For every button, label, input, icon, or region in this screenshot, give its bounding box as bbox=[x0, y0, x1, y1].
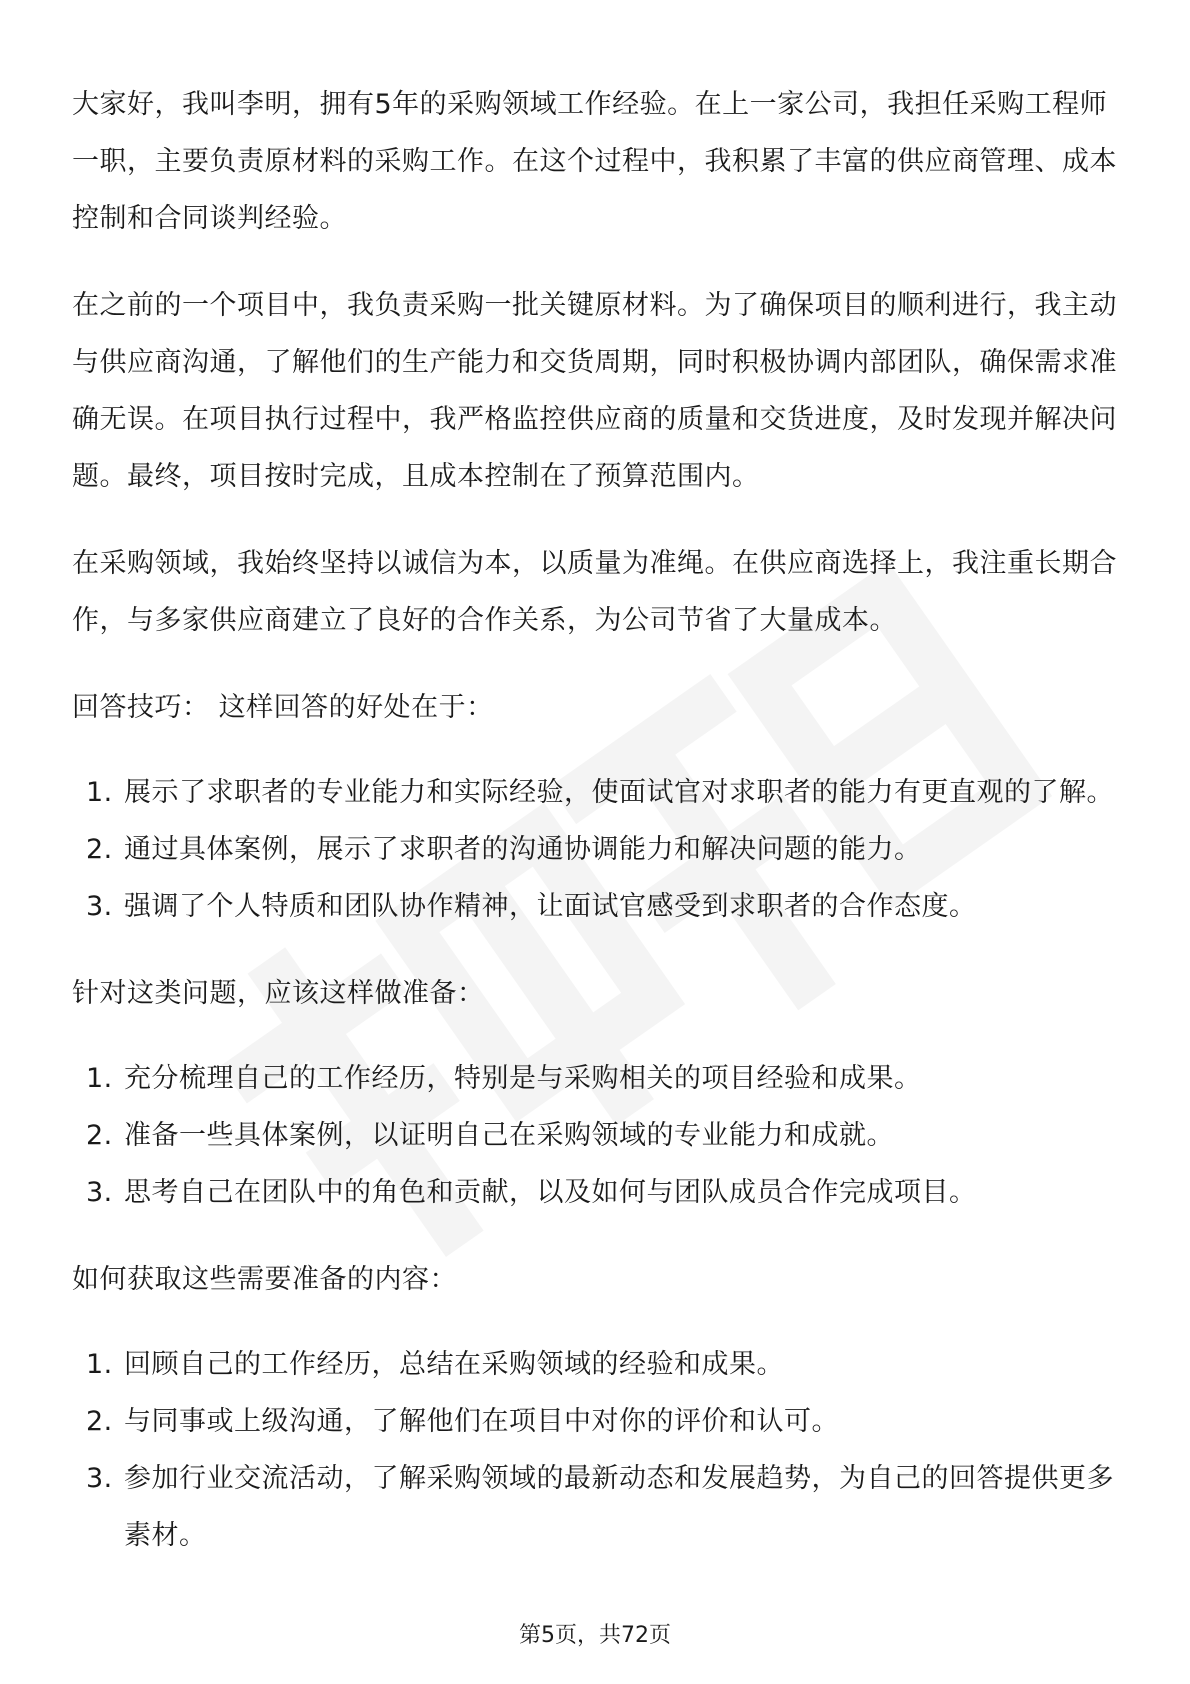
list-item-text: 与同事或上级沟通，了解他们在项目中对你的评价和认可。 bbox=[124, 1406, 839, 1437]
list-item bbox=[72, 1107, 1118, 1164]
list-item bbox=[72, 1164, 1118, 1221]
list-number: 1. bbox=[86, 1349, 113, 1380]
list-item-text: 参加行业交流活动，了解采购领域的最新动态和发展趋势，为自己的回答提供更多素材。 bbox=[124, 1463, 1114, 1551]
list-item bbox=[72, 764, 1118, 821]
sources-list bbox=[72, 1336, 1118, 1564]
list-number: 2. bbox=[86, 834, 113, 865]
list-number: 2. bbox=[86, 1120, 113, 1151]
list-number: 3. bbox=[86, 1463, 113, 1494]
list-item-text: 准备一些具体案例，以证明自己在采购领域的专业能力和成就。 bbox=[124, 1120, 894, 1151]
list-item-text: 回顾自己的工作经历，总结在采购领域的经验和成果。 bbox=[124, 1349, 784, 1380]
intro-paragraph: 大家好，我叫李明，拥有5年的采购领域工作经验。在上一家公司，我担任采购工程师一职，主要负责原材料的采购工作。在这个过程中，我积累了丰富的供应商管理、成本控制和合同谈判经验。 bbox=[72, 89, 1117, 234]
list-item-text: 充分梳理自己的工作经历，特别是与采购相关的项目经验和成果。 bbox=[124, 1063, 922, 1094]
list-number: 2. bbox=[86, 1406, 113, 1437]
page-number-footer: 第5页，共72页 bbox=[519, 1623, 671, 1648]
list-number: 3. bbox=[86, 891, 113, 922]
tips-list bbox=[72, 764, 1118, 935]
list-number: 1. bbox=[86, 1063, 113, 1094]
list-item bbox=[72, 1050, 1118, 1107]
section-heading-sources: 如何获取这些需要准备的内容： bbox=[72, 1264, 457, 1295]
list-item-text: 展示了求职者的专业能力和实际经验，使面试官对求职者的能力有更直观的了解。 bbox=[124, 777, 1114, 808]
list-item bbox=[72, 1393, 1118, 1450]
list-item bbox=[72, 821, 1118, 878]
preparation-list bbox=[72, 1050, 1118, 1221]
list-item-text: 通过具体案例，展示了求职者的沟通协调能力和解决问题的能力。 bbox=[124, 834, 922, 865]
document-page bbox=[72, 76, 1118, 1594]
project-paragraph: 在之前的一个项目中，我负责采购一批关键原材料。为了确保项目的顺利进行，我主动与供应商沟通，了解他们的生产能力和交货周期，同时积极协调内部团队，确保需求准确无误。在项目执行过程中，我严格监控供应商的质量和交货进度，及时发现并解决问题。最终，项目按时完成，且成本控制在了预算范围内。 bbox=[72, 290, 1117, 492]
list-number: 1. bbox=[86, 777, 113, 808]
list-number: 3. bbox=[86, 1177, 113, 1208]
principle-paragraph: 在采购领域，我始终坚持以诚信为本，以质量为准绳。在供应商选择上，我注重长期合作，与多家供应商建立了良好的合作关系，为公司节省了大量成本。 bbox=[72, 548, 1117, 636]
list-item bbox=[72, 1450, 1118, 1564]
section-heading-tips: 回答技巧： 这样回答的好处在于： bbox=[72, 692, 494, 723]
section-heading-preparation: 针对这类问题，应该这样做准备： bbox=[72, 978, 485, 1009]
list-item bbox=[72, 878, 1118, 935]
list-item bbox=[72, 1336, 1118, 1393]
list-item-text: 强调了个人特质和团队协作精神，让面试官感受到求职者的合作态度。 bbox=[124, 891, 977, 922]
list-item-text: 思考自己在团队中的角色和贡献，以及如何与团队成员合作完成项目。 bbox=[124, 1177, 977, 1208]
